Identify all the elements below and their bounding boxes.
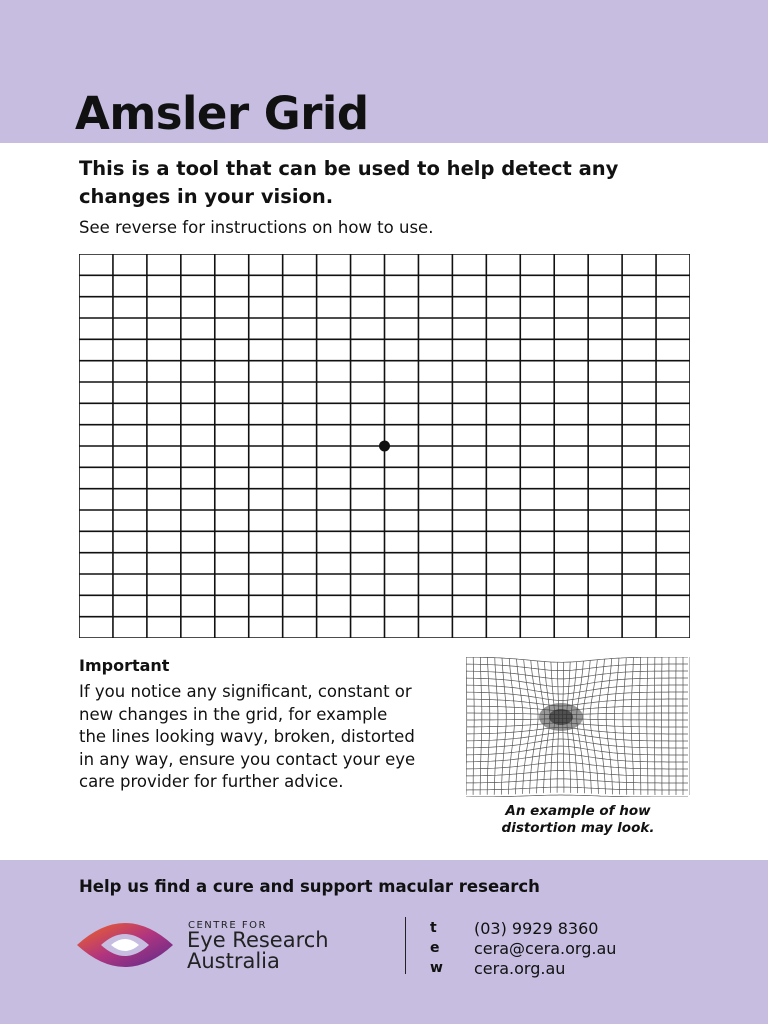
website-key: w bbox=[430, 960, 443, 976]
page-title: Amsler Grid bbox=[75, 87, 369, 140]
phone-value[interactable]: (03) 9929 8360 bbox=[474, 918, 599, 938]
phone-key: t bbox=[430, 920, 437, 936]
center-fixation-dot bbox=[379, 441, 390, 452]
cera-logo-icon bbox=[75, 913, 175, 977]
email-value[interactable]: cera@cera.org.au bbox=[474, 938, 617, 958]
header-band bbox=[0, 0, 768, 143]
org-name-line1: Eye Research bbox=[187, 928, 329, 952]
important-body: If you notice any significant, constant or new changes in the grid, for example the lines looking wavy, broken, distorted in any way, ensure you contact your eye care provider for further advice. bbox=[79, 682, 416, 792]
email-key: e bbox=[430, 940, 440, 956]
intro-instructions: See reverse for instructions on how to use. bbox=[79, 218, 434, 237]
org-name bbox=[187, 930, 387, 972]
org-name-line2: Australia bbox=[187, 949, 280, 973]
contact-list bbox=[430, 918, 730, 978]
org-small-label: CENTRE FOR bbox=[188, 920, 267, 931]
contact-website bbox=[430, 958, 730, 978]
footer-divider bbox=[405, 917, 406, 974]
intro-headline: This is a tool that can be used to help detect any changes in your vision. bbox=[79, 157, 619, 208]
amsler-grid bbox=[79, 254, 690, 638]
website-value[interactable]: cera.org.au bbox=[474, 958, 566, 978]
contact-email bbox=[430, 938, 730, 958]
example-caption: An example of how distortion may look. bbox=[501, 803, 655, 836]
footer-tagline: Help us find a cure and support macular research bbox=[79, 877, 540, 896]
important-heading: Important bbox=[79, 656, 170, 675]
contact-phone bbox=[430, 918, 730, 938]
distortion-example-image bbox=[466, 657, 690, 797]
